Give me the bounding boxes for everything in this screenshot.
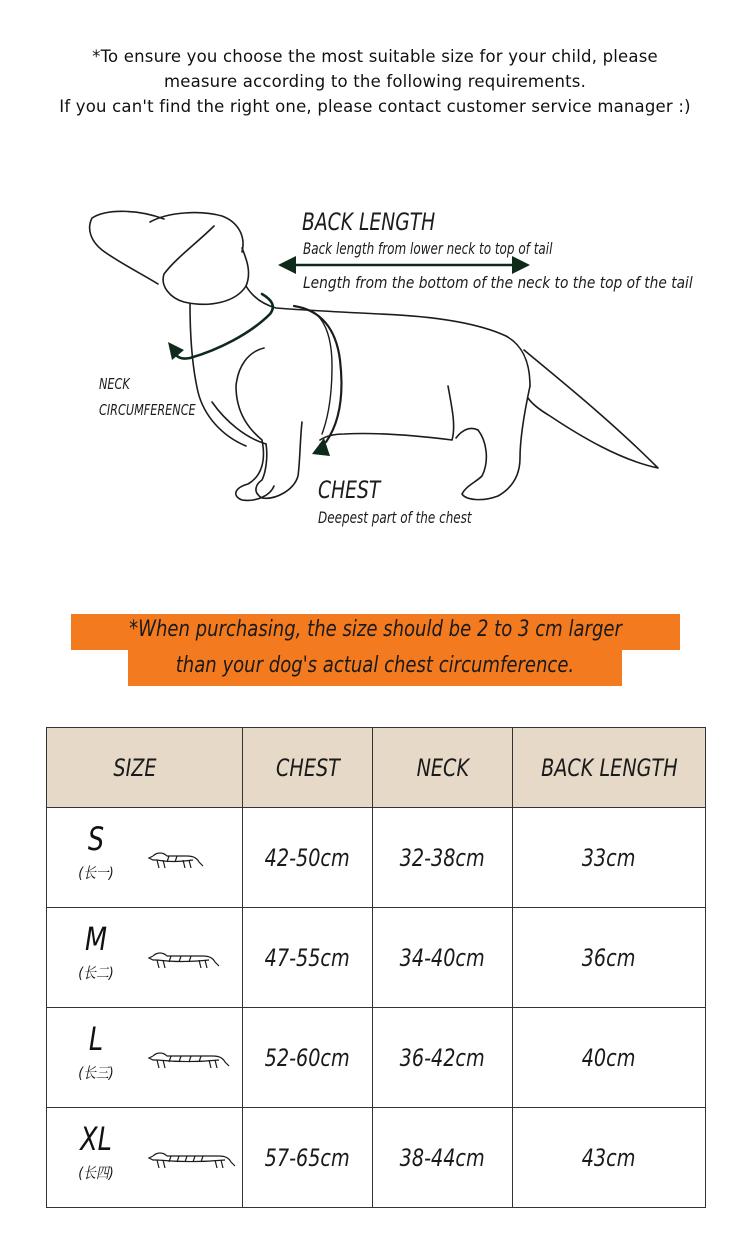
neck-cell: 36-42cm	[373, 1008, 513, 1108]
back-length-arrow-right	[512, 256, 530, 274]
header-size: SIZE	[47, 728, 243, 808]
dog-belly-2	[456, 428, 478, 438]
back-length-cell: 36cm	[513, 908, 706, 1008]
header-neck: NECK	[373, 728, 513, 808]
size-letter: S	[87, 820, 105, 858]
size-chart-header-row	[47, 728, 706, 808]
intro-text	[0, 44, 750, 119]
chest-strap	[294, 306, 341, 442]
size-sub: (长三)	[78, 1064, 114, 1082]
intro-line-1: *To ensure you choose the most suitable size for your child, please	[92, 47, 658, 66]
size-letter: L	[88, 1020, 104, 1058]
dog-rear-leg	[462, 386, 530, 500]
back-length-cell: 40cm	[513, 1008, 706, 1108]
dachshund-icon	[147, 1148, 239, 1174]
dog-head-outline	[90, 211, 164, 284]
size-sub: (长一)	[78, 864, 114, 882]
header-chest: CHEST	[243, 728, 373, 808]
chest-cell: 47-55cm	[243, 908, 373, 1008]
purchase-notice	[0, 614, 750, 686]
notice-line-1: *When purchasing, the size should be 2 to 3 cm larger	[71, 614, 680, 650]
chest-title: CHEST	[318, 476, 381, 504]
size-letter: XL	[80, 1120, 112, 1158]
dog-ear	[163, 226, 248, 304]
neck-cell: 38-44cm	[373, 1108, 513, 1208]
intro-line-3: If you can't find the right one, please contact customer service manager :)	[59, 97, 691, 116]
header-back-length: BACK LENGTH	[513, 728, 706, 808]
back-length-cell: 33cm	[513, 808, 706, 908]
table-row	[47, 908, 706, 1008]
dachshund-icon	[147, 848, 207, 874]
back-length-title: BACK LENGTH	[302, 208, 436, 236]
chest-cell: 52-60cm	[243, 1008, 373, 1108]
table-row	[47, 808, 706, 908]
neck-cell: 34-40cm	[373, 908, 513, 1008]
dog-other-front-leg	[236, 348, 274, 500]
chest-note: Deepest part of the chest	[318, 508, 472, 527]
size-cell	[47, 808, 243, 908]
back-length-cell: 43cm	[513, 1108, 706, 1208]
measurement-diagram	[0, 190, 750, 540]
size-letter: M	[84, 920, 108, 958]
dog-tail	[524, 350, 658, 468]
table-row	[47, 1108, 706, 1208]
size-sub: (长二)	[78, 964, 114, 982]
size-sub: (长四)	[78, 1164, 114, 1182]
neck-label-line-2: CIRCUMFERENCE	[99, 401, 196, 419]
back-length-note-1: Back length from lower neck to top of tail	[303, 239, 553, 258]
size-chart-table	[46, 727, 706, 1208]
size-cell	[47, 1108, 243, 1208]
neck-cell: 32-38cm	[373, 808, 513, 908]
dachshund-icon	[147, 1048, 233, 1074]
size-cell	[47, 908, 243, 1008]
chest-cell: 42-50cm	[243, 808, 373, 908]
notice-line-2: than your dog's actual chest circumference.	[128, 650, 622, 686]
dog-neck-back	[246, 286, 530, 386]
back-length-arrow-left	[278, 256, 296, 274]
back-length-note-2: Length from the bottom of the neck to the top of the tail	[303, 273, 693, 292]
intro-line-2: measure according to the following requirements.	[163, 72, 587, 91]
table-row	[47, 1008, 706, 1108]
size-cell	[47, 1008, 243, 1108]
dachshund-icon	[147, 948, 223, 974]
chest-cell: 57-65cm	[243, 1108, 373, 1208]
neck-label-line-1: NECK	[99, 375, 130, 393]
